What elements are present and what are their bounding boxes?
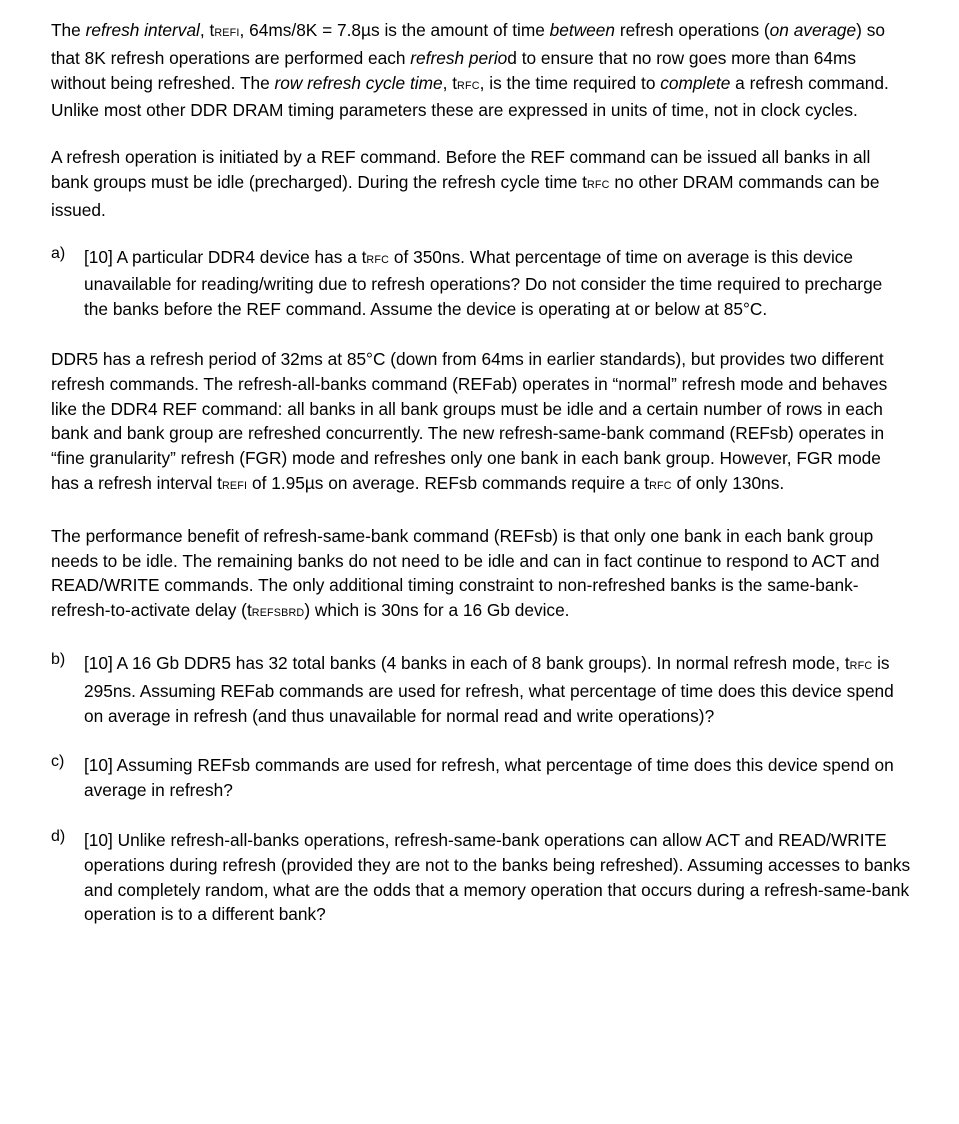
symbol-trefi: tREFI	[209, 20, 240, 40]
question-label: c)	[51, 753, 65, 771]
emphasis-on-average: on average	[769, 20, 857, 40]
symbol-trfc: tRFC	[361, 246, 390, 267]
text-run: ) which is 30ns for a 16 Gb device.	[304, 600, 570, 621]
paragraph-refresh-interval	[51, 18, 911, 123]
question-a-text	[84, 245, 911, 322]
text-run: a refresh command. Unlike most other DDR DRAM timing parameters these are expressed in units of time, not in clock cycles.	[51, 72, 889, 121]
question-a	[51, 245, 911, 322]
text-run: ) so that 8K refresh operations are performed each	[51, 20, 885, 68]
text-run: is 295ns. Assuming REFab commands are used for refresh, what percentage of time does this device spend on average in refresh (and thus unavailable for normal read and write operations)?	[84, 652, 894, 726]
text-run: [10] A particular DDR4 device has a	[84, 246, 362, 267]
text-run: The performance benefit of refresh-same-bank command (REFsb) is that only one bank in each bank group needs to be idle. The remaining banks do not need to be idle and can in fact continue to respond to ACT and READ/WRITE commands. The only additional timing constraint to non-refreshed banks is the same-bank-refresh-to-activate delay (	[51, 525, 880, 621]
text-run: A refresh operation is initiated by a REF command. Before the REF command can be issued all banks in all bank groups must be idle (precharged). During the refresh cycle time	[51, 147, 871, 192]
symbol-trefsbrd: tREFSBRD	[246, 600, 305, 621]
paragraph-refsb-benefit	[51, 524, 911, 626]
emphasis-between: between	[549, 20, 616, 40]
question-d	[51, 828, 911, 927]
question-label: d)	[51, 827, 66, 845]
text-run: ,	[442, 72, 453, 93]
term-row-refresh-cycle-time: row refresh cycle time	[274, 72, 443, 93]
symbol-trfc: tRFC	[644, 472, 672, 493]
paragraph-ref-command	[51, 145, 911, 222]
symbol-trfc: tRFC	[582, 171, 610, 192]
term-refresh-period: refresh perio	[410, 47, 508, 68]
text-run: , is the time required to	[479, 72, 661, 93]
text-run: d to ensure that no row goes more than 64ms without being refreshed. The	[51, 47, 857, 93]
question-c	[51, 753, 911, 803]
text-run: no other DRAM commands can be issued.	[51, 171, 880, 220]
text-run: [10] A 16 Gb DDR5 has 32 total banks (4 banks in each of 8 bank groups). In normal refresh mode,	[84, 652, 845, 673]
text-run: DDR5 has a refresh period of 32ms at 85°C (down from 64ms in earlier standards), but provides two different refresh commands. The refresh-all-banks command (REFab) operates in “normal” refresh mode and behaves like the DDR4 REF command: all banks in all bank groups must be idle and a certain number of rows in each bank and bank group are refreshed concurrently. The new refresh-same-bank command (REFsb) operates in “fine granularity” refresh (FGR) mode and refreshes only one bank in each bank group. However, FGR mode has a refresh interval	[51, 348, 888, 493]
question-d-text: [10] Unlike refresh-all-banks operations, refresh-same-bank operations can allow ACT and READ/WRITE operations during refresh (provided they are not to the banks being refreshed). Assuming accesses to banks and completely random, what are the odds that a memory operation that occurs during a refresh-same-bank operation is to a different bank?	[84, 829, 911, 925]
question-b	[51, 651, 911, 728]
text-run: of only 130ns.	[671, 472, 785, 493]
text-run: of 350ns. What percentage of time on average is this device unavailable for reading/writing due to refresh operations? Do not consider the time required to precharge the banks before the REF command. Assume the device is operating at or below at 85°C.	[84, 246, 883, 320]
text-run: refresh operations (	[615, 20, 770, 40]
text-run: of 1.95µs on average. REFsb commands require a	[247, 472, 645, 493]
text-run: ,	[199, 20, 210, 40]
question-b-text	[84, 651, 911, 728]
paragraph-ddr5-refresh	[51, 347, 911, 499]
text-run: , 64ms/8K = 7.8µs is the amount of time	[239, 20, 550, 40]
question-label: b)	[51, 650, 66, 668]
term-refresh-interval: refresh interval	[85, 20, 200, 40]
symbol-trefi: tREFI	[217, 472, 248, 493]
symbol-trfc: tRFC	[452, 72, 480, 93]
question-c-text: [10] Assuming REFsb commands are used for refresh, what percentage of time does this device spend on average in refresh?	[84, 755, 894, 801]
question-label: a)	[51, 244, 66, 262]
text-run: The	[51, 20, 86, 40]
document-page	[51, 18, 911, 927]
emphasis-complete: complete	[660, 72, 731, 93]
symbol-trfc: tRFC	[844, 652, 873, 673]
